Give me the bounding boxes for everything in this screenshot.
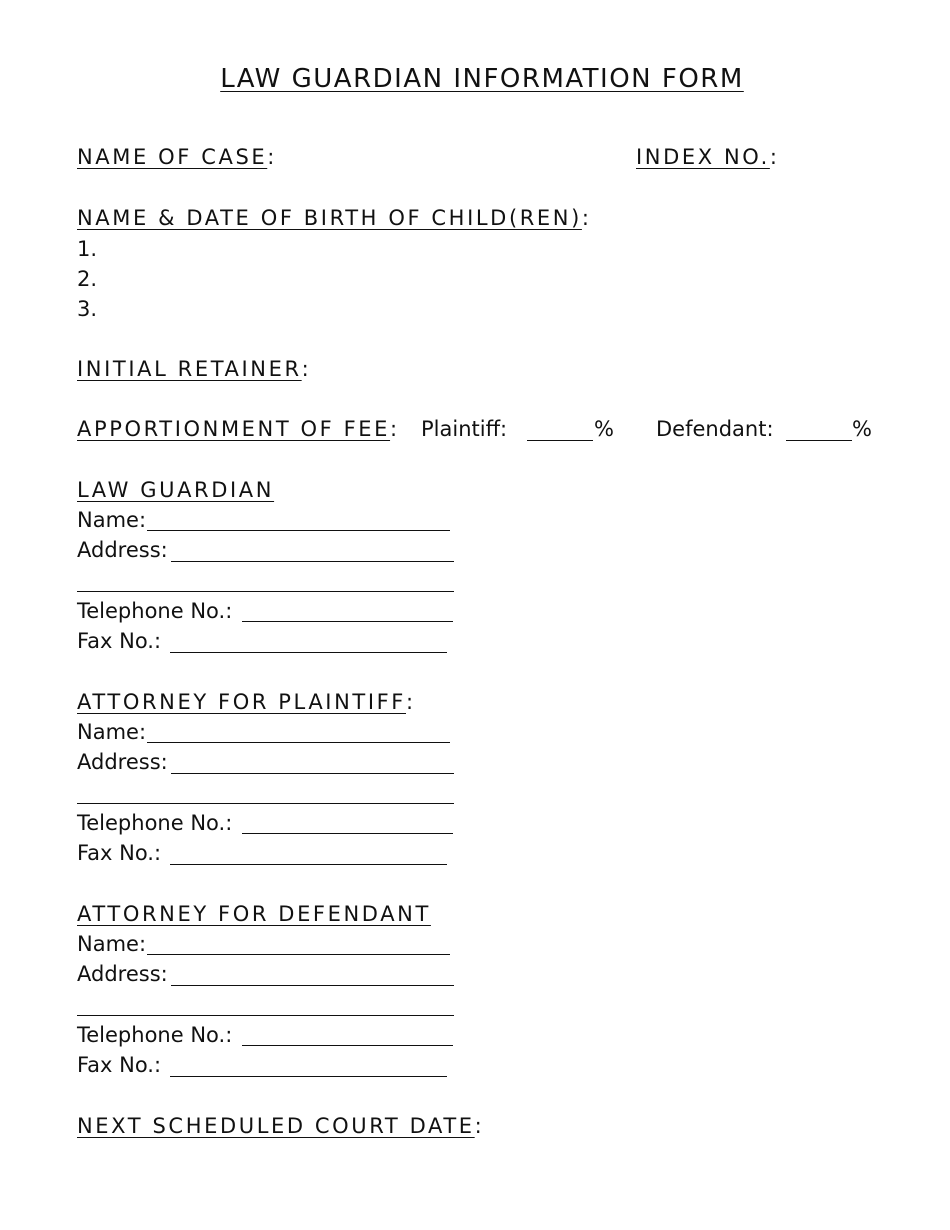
- defendant-attorney-telephone-field[interactable]: [242, 1045, 453, 1046]
- plaintiff-attorney-fax-label: Fax No.:: [77, 841, 162, 865]
- defendant-attorney-address-field-2[interactable]: [77, 1015, 454, 1016]
- defendant-percent-field[interactable]: [786, 440, 852, 441]
- plaintiff-attorney-telephone-label: Telephone No.:: [77, 811, 233, 835]
- form-title: [0, 62, 950, 96]
- defendant-percent-label: Defendant:: [656, 417, 774, 441]
- plaintiff-attorney-fax-field[interactable]: [170, 864, 447, 865]
- law-guardian-name-field[interactable]: [147, 530, 450, 531]
- defendant-attorney-heading-row: [77, 899, 431, 929]
- court-date-label: NEXT SCHEDULED COURT DATE: [77, 1114, 475, 1138]
- case-name-row: NAME OF CASE:: [77, 145, 275, 169]
- law-guardian-address-field-2[interactable]: [77, 591, 454, 592]
- child-item-3: 3.: [77, 297, 98, 321]
- plaintiff-percent-field[interactable]: [527, 440, 593, 441]
- plaintiff-attorney-heading: ATTORNEY FOR PLAINTIFF: [77, 690, 406, 714]
- plaintiff-attorney-name-label: Name:: [77, 720, 147, 744]
- defendant-attorney-heading: ATTORNEY FOR DEFENDANT: [77, 902, 431, 926]
- plaintiff-percent-symbol: %: [594, 417, 614, 441]
- defendant-attorney-name-field[interactable]: [147, 954, 450, 955]
- children-label: NAME & DATE OF BIRTH OF CHILD(REN): [77, 206, 582, 230]
- law-guardian-telephone-label: Telephone No.:: [77, 599, 233, 623]
- law-guardian-heading: LAW GUARDIAN: [77, 478, 275, 502]
- retainer-label: INITIAL RETAINER: [77, 357, 302, 381]
- index-no-row: INDEX NO.:: [636, 145, 777, 169]
- defendant-attorney-name-label: Name:: [77, 932, 147, 956]
- law-guardian-address-field[interactable]: [171, 561, 454, 562]
- defendant-attorney-fax-label: Fax No.:: [77, 1053, 162, 1077]
- plaintiff-percent-label: Plaintiff:: [421, 417, 508, 441]
- law-guardian-telephone-field[interactable]: [242, 621, 453, 622]
- apportionment-label: APPORTIONMENT OF FEE: [77, 417, 391, 441]
- plaintiff-attorney-telephone-field[interactable]: [242, 833, 453, 834]
- apportionment-row: APPORTIONMENT OF FEE:: [77, 417, 398, 441]
- law-guardian-fax-field[interactable]: [170, 652, 447, 653]
- plaintiff-attorney-address-label: Address:: [77, 750, 168, 774]
- children-heading-row: NAME & DATE OF BIRTH OF CHILD(REN):: [77, 206, 589, 230]
- plaintiff-attorney-name-field[interactable]: [147, 742, 450, 743]
- defendant-attorney-fax-field[interactable]: [170, 1076, 447, 1077]
- index-no-label: INDEX NO.: [636, 145, 770, 169]
- defendant-attorney-address-field[interactable]: [171, 985, 454, 986]
- form-title-text: LAW GUARDIAN INFORMATION FORM: [220, 64, 744, 94]
- law-guardian-name-label: Name:: [77, 508, 147, 532]
- court-date-row: NEXT SCHEDULED COURT DATE:: [77, 1114, 482, 1138]
- plaintiff-percent-row: [421, 414, 507, 444]
- plaintiff-attorney-address-field[interactable]: [171, 773, 454, 774]
- defendant-percent-symbol: %: [852, 417, 872, 441]
- defendant-percent-row: [656, 414, 774, 444]
- child-item-1: 1.: [77, 237, 98, 261]
- defendant-attorney-address-label: Address:: [77, 962, 168, 986]
- plaintiff-attorney-address-field-2[interactable]: [77, 803, 454, 804]
- law-guardian-heading-row: [77, 475, 274, 505]
- retainer-row: INITIAL RETAINER:: [77, 357, 309, 381]
- child-item-2: 2.: [77, 267, 98, 291]
- plaintiff-attorney-heading-row: ATTORNEY FOR PLAINTIFF:: [77, 690, 414, 714]
- law-guardian-fax-label: Fax No.:: [77, 629, 162, 653]
- law-guardian-address-label: Address:: [77, 538, 168, 562]
- case-name-label: NAME OF CASE: [77, 145, 268, 169]
- defendant-attorney-telephone-label: Telephone No.:: [77, 1023, 233, 1047]
